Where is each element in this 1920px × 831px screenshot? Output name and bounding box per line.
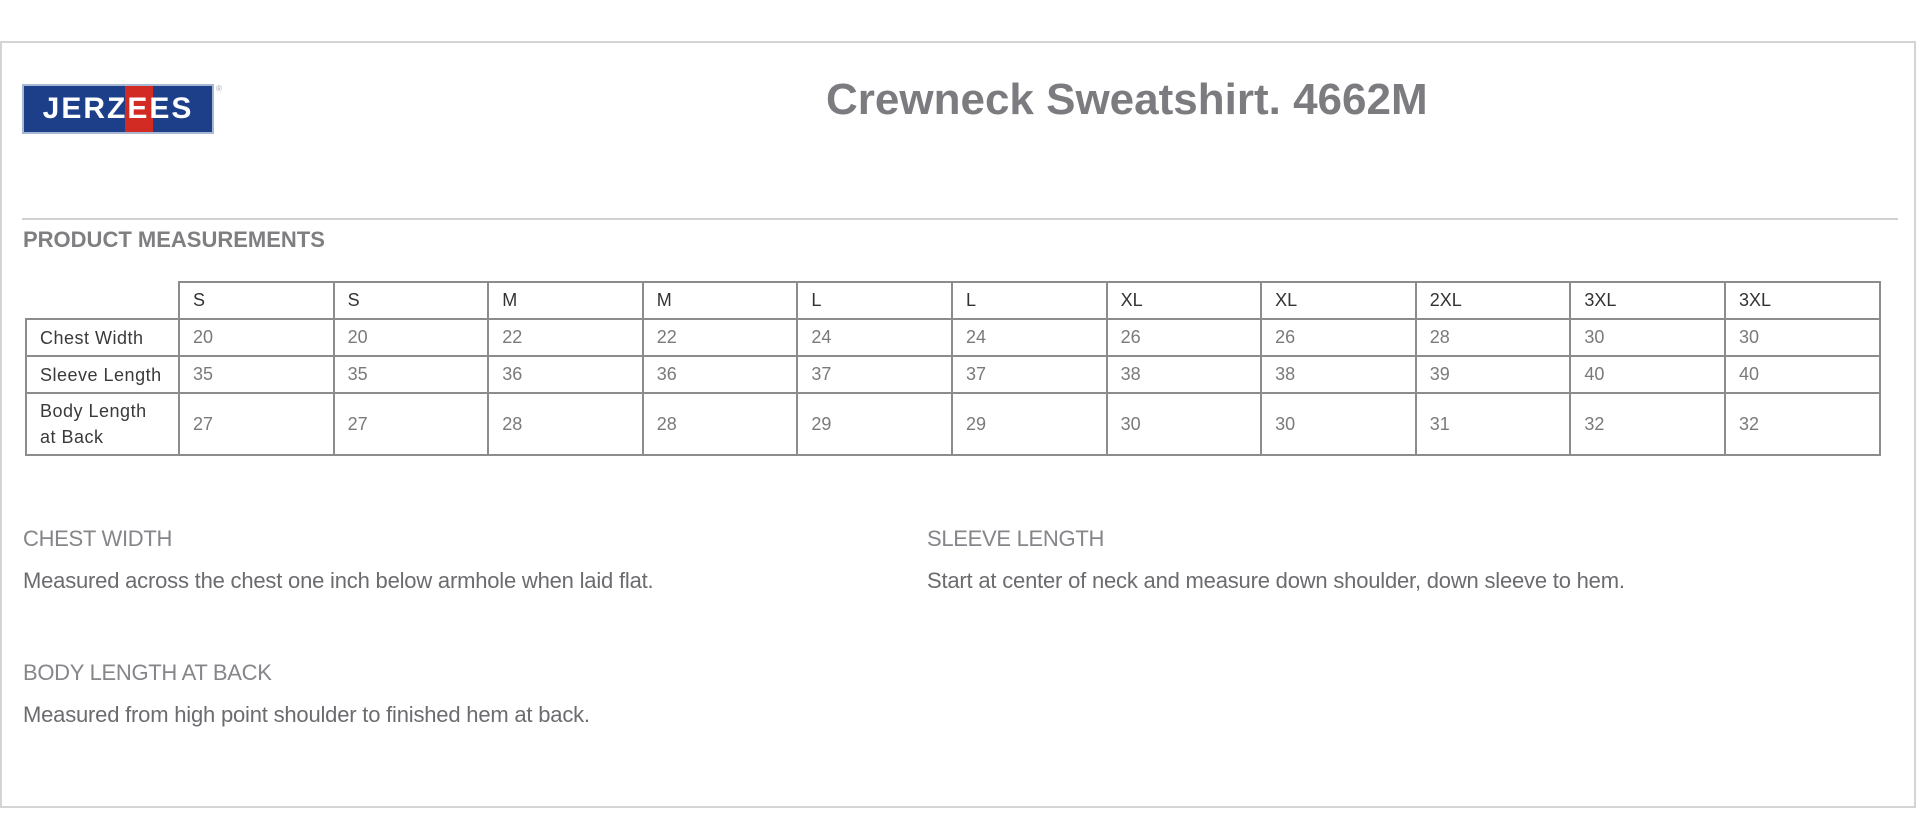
logo-text: JERZEES bbox=[42, 92, 194, 125]
row-label: Chest Width bbox=[26, 319, 179, 356]
table-cell: 24 bbox=[952, 319, 1107, 356]
table-cell: 30 bbox=[1261, 393, 1416, 455]
body-length-heading: BODY LENGTH AT BACK bbox=[23, 660, 272, 685]
page-title: Crewneck Sweatshirt. 4662M bbox=[826, 75, 1428, 124]
table-cell: 32 bbox=[1725, 393, 1880, 455]
size-header: XL bbox=[1261, 282, 1416, 319]
table-cell: 26 bbox=[1107, 319, 1262, 356]
row-label bbox=[26, 393, 179, 455]
sleeve-length-text: Start at center of neck and measure down shoulder, down sleeve to hem. bbox=[927, 568, 1625, 593]
sleeve-length-description bbox=[927, 526, 1625, 594]
size-header: M bbox=[643, 282, 798, 319]
size-header: 2XL bbox=[1416, 282, 1571, 319]
table-cell: 28 bbox=[488, 393, 643, 455]
table-cell: 27 bbox=[179, 393, 334, 455]
table-cell: 28 bbox=[643, 393, 798, 455]
table-cell: 27 bbox=[334, 393, 489, 455]
table-cell: 20 bbox=[179, 319, 334, 356]
sleeve-length-heading: SLEEVE LENGTH bbox=[927, 526, 1105, 551]
table-cell: 36 bbox=[643, 356, 798, 393]
measurements-table bbox=[25, 281, 1881, 456]
header-divider bbox=[22, 218, 1898, 220]
size-header: S bbox=[179, 282, 334, 319]
row-label: Sleeve Length bbox=[26, 356, 179, 393]
table-row-body-length bbox=[26, 393, 1880, 455]
table-cell: 35 bbox=[179, 356, 334, 393]
size-header: 3XL bbox=[1570, 282, 1725, 319]
table-cell: 29 bbox=[797, 393, 952, 455]
table-cell: 28 bbox=[1416, 319, 1571, 356]
table-cell: 37 bbox=[952, 356, 1107, 393]
table-cell: 40 bbox=[1570, 356, 1725, 393]
chest-width-text: Measured across the chest one inch below armhole when laid flat. bbox=[23, 568, 654, 593]
table-cell: 40 bbox=[1725, 356, 1880, 393]
table-row-chest-width bbox=[26, 319, 1880, 356]
table-cell: 29 bbox=[952, 393, 1107, 455]
body-length-text: Measured from high point shoulder to finished hem at back. bbox=[23, 702, 590, 727]
table-cell: 22 bbox=[488, 319, 643, 356]
size-header-row bbox=[26, 282, 1880, 319]
table-cell: 30 bbox=[1725, 319, 1880, 356]
chest-width-heading: CHEST WIDTH bbox=[23, 526, 173, 551]
section-title-product-measurements: PRODUCT MEASUREMENTS bbox=[23, 227, 325, 252]
size-header: L bbox=[797, 282, 952, 319]
row-label-line2: at Back bbox=[40, 427, 104, 447]
jerzees-logo bbox=[22, 84, 214, 134]
size-header: 3XL bbox=[1725, 282, 1880, 319]
table-cell: 31 bbox=[1416, 393, 1571, 455]
table-cell: 37 bbox=[797, 356, 952, 393]
size-header: XL bbox=[1107, 282, 1262, 319]
table-row-sleeve-length bbox=[26, 356, 1880, 393]
row-label-line1: Body Length bbox=[40, 401, 147, 421]
table-cell: 36 bbox=[488, 356, 643, 393]
table-corner bbox=[26, 282, 179, 319]
table-cell: 39 bbox=[1416, 356, 1571, 393]
chest-width-description bbox=[23, 526, 653, 594]
registered-mark: ® bbox=[216, 84, 222, 93]
size-header: M bbox=[488, 282, 643, 319]
body-length-description bbox=[23, 660, 590, 728]
table-cell: 26 bbox=[1261, 319, 1416, 356]
table-cell: 38 bbox=[1261, 356, 1416, 393]
table-cell: 24 bbox=[797, 319, 952, 356]
table-cell: 38 bbox=[1107, 356, 1262, 393]
table-cell: 35 bbox=[334, 356, 489, 393]
table-cell: 22 bbox=[643, 319, 798, 356]
table-cell: 32 bbox=[1570, 393, 1725, 455]
size-header: L bbox=[952, 282, 1107, 319]
size-header: S bbox=[334, 282, 489, 319]
table-cell: 30 bbox=[1107, 393, 1262, 455]
table-cell: 20 bbox=[334, 319, 489, 356]
table-cell: 30 bbox=[1570, 319, 1725, 356]
